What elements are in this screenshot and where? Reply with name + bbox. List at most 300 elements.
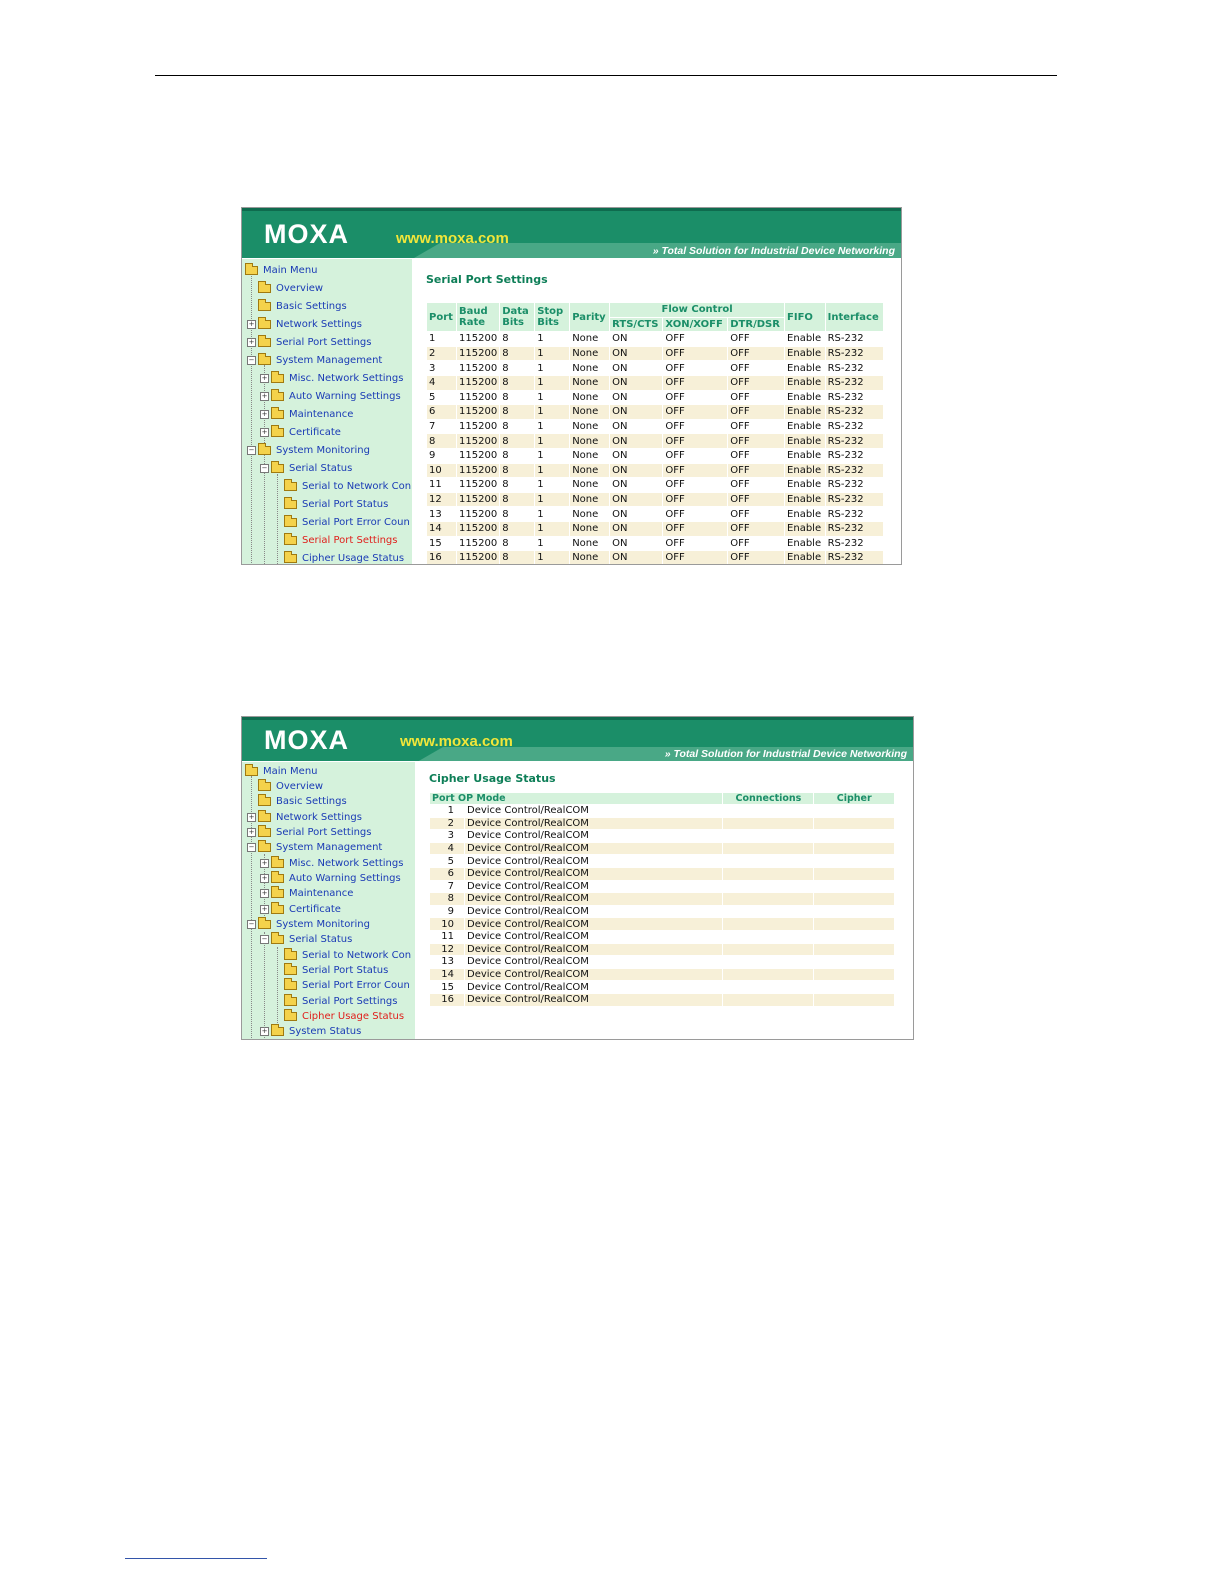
table-cell: None — [570, 405, 609, 419]
page-title: Serial Port Settings — [426, 273, 548, 286]
menu-item-serial-status[interactable]: − Serial Status — [261, 934, 353, 945]
connections-cell — [723, 918, 813, 930]
folder-open-icon — [258, 920, 271, 929]
table-row — [427, 391, 883, 405]
table-cell: RS-232 — [826, 391, 883, 405]
port-number-cell: 15 — [430, 981, 464, 993]
op-mode-cell: Device Control/RealCOM — [465, 843, 722, 855]
table-cell: 13 — [427, 507, 456, 521]
menu-item-certificate[interactable]: + Certificate — [261, 904, 341, 915]
menu-item-cipher-usage-status-active[interactable]: Cipher Usage Status — [284, 1009, 404, 1025]
table-cell: 2 — [427, 347, 456, 361]
table-cell: ON — [610, 347, 662, 361]
table-cell: OFF — [728, 391, 784, 405]
table-cell: 8 — [500, 420, 534, 434]
table-row — [427, 507, 883, 521]
cipher-cell — [814, 918, 894, 930]
menu-item-basic-settings[interactable]: Basic Settings — [258, 299, 347, 315]
table-cell: 115200 — [459, 552, 498, 564]
table-cell: 1 — [535, 391, 569, 405]
cipher-cell — [814, 830, 894, 842]
op-mode-cell: Device Control/RealCOM — [465, 893, 722, 905]
cipher-cell — [814, 981, 894, 993]
op-mode-cell: Device Control/RealCOM — [465, 981, 722, 993]
table-cell: RS-232 — [826, 347, 883, 361]
menu-item-serial-to-network-con[interactable]: Serial to Network Con — [284, 948, 411, 964]
menu-item-serial-port-settings-sub[interactable]: Serial Port Settings — [284, 994, 398, 1010]
menu-item-system-management[interactable]: − System Management — [248, 355, 383, 366]
table-row — [430, 944, 894, 956]
table-cell: ON — [610, 464, 662, 478]
op-mode-cell: Device Control/RealCOM — [465, 906, 722, 918]
menu-item-main-menu[interactable]: Main Menu — [245, 764, 318, 780]
column-header-rts-cts: RTS/CTS — [610, 318, 662, 332]
table-cell: 8 — [500, 522, 534, 536]
menu-item-serial-port-status[interactable]: Serial Port Status — [284, 963, 388, 979]
table-cell: Enable — [785, 522, 825, 536]
table-row — [430, 893, 894, 905]
menu-item-system-management[interactable]: − System Management — [248, 842, 383, 853]
folder-open-icon — [258, 843, 271, 852]
op-mode-cell: Device Control/RealCOM — [465, 969, 722, 981]
table-cell: Enable — [785, 478, 825, 492]
table-cell: RS-232 — [826, 361, 883, 375]
table-cell: ON — [610, 493, 662, 507]
table-cell: 10 — [427, 464, 456, 478]
table-cell: 115200 — [459, 421, 498, 433]
table-cell: None — [570, 507, 609, 521]
connections-cell — [723, 931, 813, 943]
table-cell: OFF — [728, 551, 784, 565]
cipher-usage-table — [429, 792, 895, 1007]
table-cell: 8 — [500, 449, 534, 463]
table-cell: Enable — [785, 464, 825, 478]
table-cell: 8 — [500, 493, 534, 507]
tagline: » Total Solution for Industrial Device Networking — [664, 748, 907, 760]
menu-item-system-monitoring[interactable]: − System Monitoring — [248, 445, 370, 456]
expand-icon[interactable]: + — [261, 391, 268, 400]
port-number-cell: 1 — [430, 805, 464, 817]
table-row — [427, 522, 883, 536]
table-row — [427, 537, 883, 551]
table-cell: 115200 — [459, 348, 498, 360]
expand-icon[interactable]: + — [261, 409, 268, 418]
table-row — [427, 434, 883, 448]
table-cell: OFF — [663, 478, 727, 492]
cipher-cell — [814, 843, 894, 855]
cipher-usage-status-screenshot — [241, 716, 914, 1040]
column-header-baud-rate: Baud Rate — [457, 303, 499, 331]
menu-item-system-monitoring[interactable]: − System Monitoring — [248, 919, 370, 930]
menu-item-serial-to-network-con[interactable]: Serial to Network Con — [284, 479, 411, 495]
footer-rule — [125, 1558, 267, 1559]
menu-item-auto-warning-settings[interactable]: + Auto Warning Settings — [261, 391, 401, 402]
table-cell: None — [570, 391, 609, 405]
menu-item-network-settings[interactable]: + Network Settings — [248, 319, 362, 330]
table-cell: ON — [610, 332, 662, 346]
table-cell: OFF — [728, 332, 784, 346]
folder-icon — [258, 320, 271, 329]
folder-icon — [258, 797, 271, 806]
serial-port-settings-table — [426, 302, 884, 565]
table-cell: OFF — [663, 376, 727, 390]
column-header-port: Port — [427, 303, 456, 331]
collapse-icon[interactable]: − — [261, 463, 268, 472]
table-cell: OFF — [728, 522, 784, 536]
table-cell: None — [570, 347, 609, 361]
table-cell: 1 — [535, 493, 569, 507]
table-cell: RS-232 — [826, 478, 883, 492]
table-cell: 115200 — [459, 464, 498, 476]
table-cell: None — [570, 332, 609, 346]
table-cell: RS-232 — [826, 434, 883, 448]
folder-icon — [258, 284, 271, 293]
cipher-cell — [814, 969, 894, 981]
table-row — [430, 981, 894, 993]
table-row — [427, 361, 883, 375]
column-header-xon-xoff: XON/XOFF — [663, 318, 727, 332]
table-cell: 1 — [535, 537, 569, 551]
folder-icon — [271, 1027, 284, 1036]
table-cell: 7 — [427, 420, 456, 434]
connections-cell — [723, 881, 813, 893]
port-number-cell: 12 — [430, 944, 464, 956]
table-cell: 1 — [535, 332, 569, 346]
port-number-cell: 11 — [430, 931, 464, 943]
table-cell: Enable — [785, 361, 825, 375]
folder-icon — [284, 966, 297, 975]
cipher-cell — [814, 818, 894, 830]
folder-icon — [284, 1012, 297, 1021]
menu-item-maintenance[interactable]: + Maintenance — [261, 888, 354, 899]
table-cell: OFF — [728, 449, 784, 463]
op-mode-cell: Device Control/RealCOM — [465, 994, 722, 1006]
table-cell: 115200 — [459, 494, 498, 506]
table-cell: RS-232 — [826, 507, 883, 521]
port-number-cell: 14 — [430, 969, 464, 981]
table-cell: None — [570, 376, 609, 390]
table-cell: None — [570, 434, 609, 448]
menu-item-serial-status[interactable]: − Serial Status — [261, 463, 353, 474]
port-number-cell: 6 — [430, 868, 464, 880]
expand-icon[interactable]: + — [261, 1026, 268, 1035]
menu-item-serial-port-settings-active[interactable]: Serial Port Settings — [284, 533, 398, 549]
table-cell: 15 — [427, 537, 456, 551]
table-row — [427, 493, 883, 507]
table-row — [427, 347, 883, 361]
table-row — [430, 994, 894, 1006]
table-cell: RS-232 — [826, 449, 883, 463]
expand-icon[interactable]: + — [261, 873, 268, 882]
moxa-logo: MOXA — [264, 219, 349, 249]
op-mode-cell: Device Control/RealCOM — [465, 956, 722, 968]
folder-icon — [271, 392, 284, 401]
expand-icon[interactable]: + — [248, 812, 255, 821]
table-row — [430, 843, 894, 855]
menu-item-misc-network-settings[interactable]: + Misc. Network Settings — [261, 858, 404, 869]
op-mode-cell: Device Control/RealCOM — [465, 931, 722, 943]
table-cell: 115200 — [459, 362, 498, 374]
cipher-cell — [814, 855, 894, 867]
expand-icon[interactable]: + — [248, 337, 255, 346]
folder-icon — [258, 813, 271, 822]
menu-item-cipher-usage-status[interactable]: Cipher Usage Status — [284, 551, 404, 564]
table-cell: 115200 — [459, 523, 498, 535]
expand-icon[interactable]: + — [248, 319, 255, 328]
folder-icon — [284, 951, 297, 960]
table-cell: ON — [610, 449, 662, 463]
table-cell: None — [570, 449, 609, 463]
op-mode-cell: Device Control/RealCOM — [465, 855, 722, 867]
table-cell: 3 — [427, 361, 456, 375]
column-header-connections: Connections — [723, 793, 813, 804]
menu-item-certificate[interactable]: + Certificate — [261, 427, 341, 438]
collapse-icon[interactable]: − — [261, 934, 268, 943]
table-cell: 16 — [427, 551, 456, 565]
table-cell: OFF — [663, 522, 727, 536]
table-cell: OFF — [728, 420, 784, 434]
expand-icon[interactable]: + — [261, 373, 268, 382]
collapse-icon[interactable]: − — [248, 445, 255, 454]
table-cell: RS-232 — [826, 493, 883, 507]
table-cell: Enable — [785, 391, 825, 405]
table-cell: Enable — [785, 420, 825, 434]
column-header-dtr-dsr: DTR/DSR — [728, 318, 784, 332]
menu-item-main-menu[interactable]: Main Menu — [245, 263, 318, 279]
connections-cell — [723, 855, 813, 867]
menu-item-maintenance[interactable]: + Maintenance — [261, 409, 354, 420]
menu-item-overview[interactable]: Overview — [258, 779, 323, 795]
connections-cell — [723, 893, 813, 905]
port-number-cell: 7 — [430, 881, 464, 893]
table-cell: ON — [610, 361, 662, 375]
connections-cell — [723, 830, 813, 842]
table-cell: 115200 — [459, 391, 498, 403]
table-cell: Enable — [785, 347, 825, 361]
table-cell: 8 — [500, 376, 534, 390]
table-cell: 1 — [535, 464, 569, 478]
menu-item-system-status[interactable]: + System Status — [261, 1026, 362, 1037]
op-mode-cell: Device Control/RealCOM — [465, 818, 722, 830]
collapse-icon[interactable]: − — [248, 842, 255, 851]
menu-item-serial-port-settings[interactable]: + Serial Port Settings — [248, 337, 372, 348]
sidebar-menu — [242, 762, 415, 1039]
connections-cell — [723, 981, 813, 993]
table-cell: Enable — [785, 376, 825, 390]
table-cell: 1 — [535, 478, 569, 492]
table-cell: 8 — [500, 551, 534, 565]
table-cell: RS-232 — [826, 376, 883, 390]
folder-open-icon — [271, 464, 284, 473]
table-cell: OFF — [663, 537, 727, 551]
table-row — [430, 881, 894, 893]
expand-icon[interactable]: + — [261, 904, 268, 913]
table-cell: OFF — [728, 478, 784, 492]
table-cell: 8 — [500, 507, 534, 521]
table-row — [430, 855, 894, 867]
menu-item-basic-settings[interactable]: Basic Settings — [258, 794, 347, 810]
table-cell: None — [570, 493, 609, 507]
table-cell: ON — [610, 478, 662, 492]
folder-icon — [284, 981, 297, 990]
menu-item-serial-port-settings[interactable]: + Serial Port Settings — [248, 827, 372, 838]
cipher-cell — [814, 956, 894, 968]
table-cell: 1 — [535, 347, 569, 361]
table-row — [427, 405, 883, 419]
table-cell: Enable — [785, 537, 825, 551]
folder-icon — [258, 782, 271, 791]
table-cell: ON — [610, 507, 662, 521]
folder-open-icon — [271, 935, 284, 944]
table-cell: 115200 — [459, 435, 498, 447]
port-number-cell: 9 — [430, 906, 464, 918]
menu-item-auto-warning-settings[interactable]: + Auto Warning Settings — [261, 873, 401, 884]
table-cell: OFF — [663, 332, 727, 346]
folder-icon — [271, 374, 284, 383]
table-cell: Enable — [785, 507, 825, 521]
table-cell: OFF — [663, 420, 727, 434]
port-number-cell: 8 — [430, 893, 464, 905]
table-cell: 6 — [427, 405, 456, 419]
connections-cell — [723, 906, 813, 918]
table-cell: 12 — [427, 493, 456, 507]
folder-icon — [258, 338, 271, 347]
table-cell: None — [570, 361, 609, 375]
table-cell: 8 — [500, 434, 534, 448]
table-cell: 1 — [535, 376, 569, 390]
table-row — [430, 868, 894, 880]
op-mode-cell: Device Control/RealCOM — [465, 881, 722, 893]
folder-icon — [271, 410, 284, 419]
cipher-cell — [814, 994, 894, 1006]
moxa-url[interactable]: www.moxa.com — [400, 733, 513, 750]
table-cell: 5 — [427, 391, 456, 405]
table-cell: 1 — [535, 449, 569, 463]
table-cell: OFF — [663, 507, 727, 521]
table-cell: None — [570, 522, 609, 536]
table-cell: 4 — [427, 376, 456, 390]
folder-icon — [284, 997, 297, 1006]
table-cell: 14 — [427, 522, 456, 536]
collapse-icon[interactable]: − — [248, 355, 255, 364]
collapse-icon[interactable]: − — [248, 919, 255, 928]
port-number-cell: 13 — [430, 956, 464, 968]
main-content — [412, 259, 901, 564]
table-cell: 1 — [535, 361, 569, 375]
port-number-cell: 3 — [430, 830, 464, 842]
menu-item-serial-port-error-coun[interactable]: Serial Port Error Coun — [284, 515, 410, 531]
table-cell: 8 — [427, 434, 456, 448]
folder-icon — [271, 874, 284, 883]
folder-icon — [284, 518, 297, 527]
table-cell: 8 — [500, 464, 534, 478]
moxa-url[interactable]: www.moxa.com — [396, 230, 509, 247]
table-cell: 8 — [500, 537, 534, 551]
table-cell: 115200 — [459, 333, 498, 345]
folder-icon — [271, 428, 284, 437]
cipher-cell — [814, 931, 894, 943]
column-header-flow-control: Flow Control — [610, 303, 784, 317]
folder-icon — [284, 482, 297, 491]
table-cell: 1 — [535, 551, 569, 565]
menu-item-misc-network-settings[interactable]: + Misc. Network Settings — [261, 373, 404, 384]
connections-cell — [723, 805, 813, 817]
table-row — [430, 906, 894, 918]
table-cell: 8 — [500, 478, 534, 492]
port-number-cell: 16 — [430, 994, 464, 1006]
table-cell: 11 — [427, 478, 456, 492]
expand-icon[interactable]: + — [248, 827, 255, 836]
table-row — [427, 449, 883, 463]
table-cell: Enable — [785, 551, 825, 565]
table-cell: None — [570, 537, 609, 551]
port-number-cell: 5 — [430, 855, 464, 867]
table-cell: OFF — [728, 405, 784, 419]
expand-icon[interactable]: + — [261, 858, 268, 867]
folder-icon — [284, 536, 297, 545]
table-cell: OFF — [728, 434, 784, 448]
menu-item-network-settings[interactable]: + Network Settings — [248, 812, 362, 823]
expand-icon[interactable]: + — [261, 888, 268, 897]
menu-item-serial-port-status[interactable]: Serial Port Status — [284, 497, 388, 513]
cipher-cell — [814, 805, 894, 817]
table-cell: OFF — [663, 405, 727, 419]
table-row — [427, 376, 883, 390]
cipher-cell — [814, 868, 894, 880]
folder-icon — [284, 500, 297, 509]
table-cell: ON — [610, 522, 662, 536]
sidebar-menu — [242, 259, 412, 564]
table-cell: RS-232 — [826, 522, 883, 536]
table-row — [430, 918, 894, 930]
table-cell: RS-232 — [826, 332, 883, 346]
connections-cell — [723, 944, 813, 956]
table-cell: ON — [610, 537, 662, 551]
menu-item-serial-port-error-coun[interactable]: Serial Port Error Coun — [284, 978, 410, 994]
connections-cell — [723, 843, 813, 855]
port-number-cell: 2 — [430, 818, 464, 830]
port-number-cell: 10 — [430, 918, 464, 930]
table-cell: 1 — [535, 434, 569, 448]
connections-cell — [723, 994, 813, 1006]
folder-icon — [284, 554, 297, 563]
table-cell: ON — [610, 420, 662, 434]
op-mode-cell: Device Control/RealCOM — [465, 944, 722, 956]
column-header-port-op-mode: Port OP Mode — [430, 793, 722, 804]
column-header-parity: Parity — [570, 303, 609, 331]
folder-open-icon — [258, 446, 271, 455]
cipher-cell — [814, 893, 894, 905]
column-header-cipher: Cipher — [814, 793, 894, 804]
table-cell: Enable — [785, 332, 825, 346]
expand-icon[interactable]: + — [261, 427, 268, 436]
page-header-rule — [155, 75, 1057, 76]
folder-icon — [271, 859, 284, 868]
folder-icon — [271, 905, 284, 914]
serial-port-settings-screenshot — [241, 207, 902, 565]
table-cell: None — [570, 478, 609, 492]
table-cell: OFF — [728, 464, 784, 478]
table-cell: ON — [610, 376, 662, 390]
table-cell: 8 — [500, 361, 534, 375]
menu-item-overview[interactable]: Overview — [258, 281, 323, 297]
table-cell: ON — [610, 405, 662, 419]
table-cell: OFF — [663, 391, 727, 405]
table-cell: OFF — [728, 361, 784, 375]
table-cell: None — [570, 551, 609, 565]
table-cell: 1 — [535, 522, 569, 536]
moxa-banner — [242, 208, 901, 258]
